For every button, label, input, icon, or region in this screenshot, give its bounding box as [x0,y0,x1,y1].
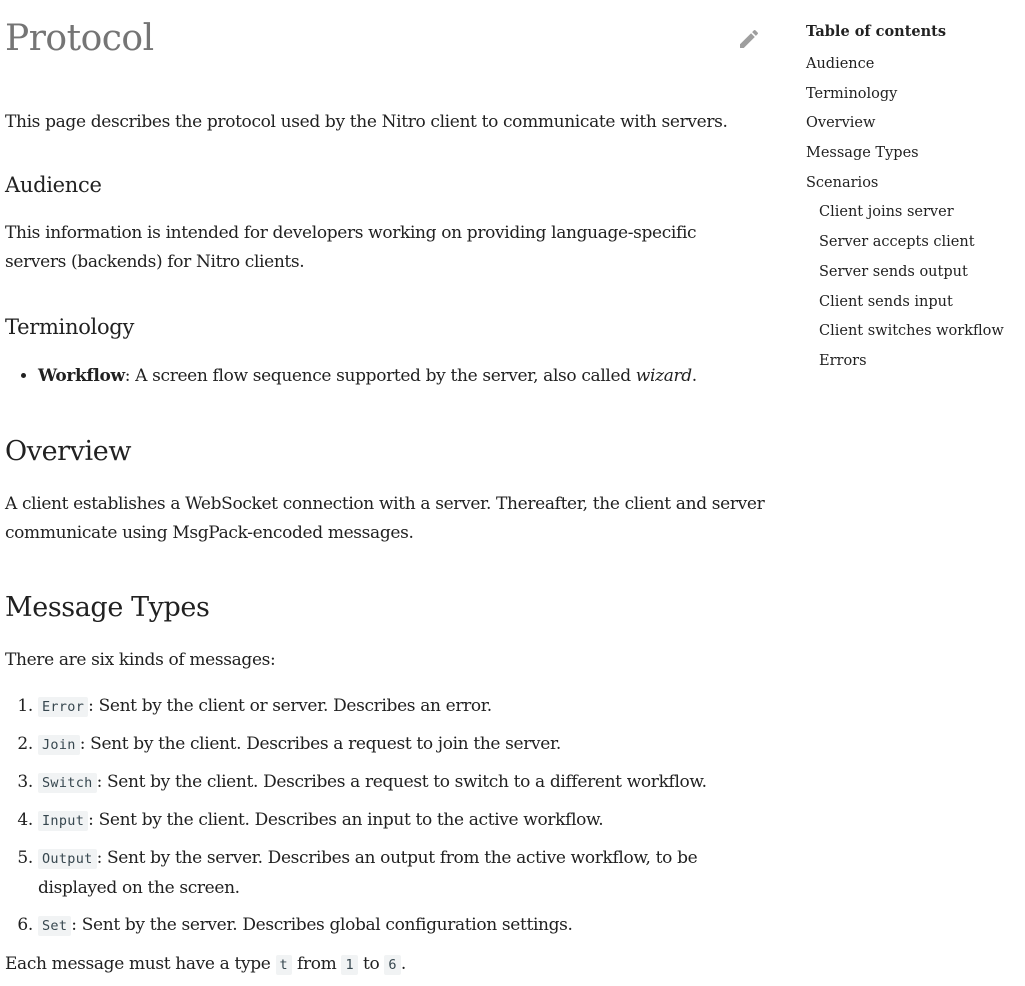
code-type-field: t [276,955,292,975]
heading-audience: Audience [5,173,102,197]
message-type-footer [5,950,406,980]
term-definition: : A screen flow sequence supported by the server, also called [124,366,636,386]
message-type-join [38,730,738,760]
code-join: Join [38,735,80,755]
code-max: 6 [384,955,400,975]
edit-page-button[interactable] [737,27,761,51]
heading-terminology: Terminology [5,315,135,339]
message-type-switch [38,768,738,798]
main-content [5,0,765,974]
lead-paragraph: This page describes the protocol used by the Nitro client to communicate with servers. [5,112,728,132]
message-type-set [38,911,738,941]
message-description: : Sent by the client. Describes a request to join the server. [79,734,561,754]
heading-overview: Overview [5,436,132,467]
code-switch: Switch [38,773,97,793]
code-set: Set [38,916,71,936]
footer-text: from [291,954,342,974]
message-types-list [5,692,738,949]
message-description: : Sent by the server. Describes global configuration settings. [71,914,573,935]
code-min: 1 [341,955,357,975]
heading-message-types: Message Types [5,592,210,623]
title-row [5,0,765,80]
toc-item-audience[interactable]: Audience [806,56,875,72]
toc-title: Table of contents [806,23,947,40]
table-of-contents [806,20,1021,377]
toc-item-scenarios[interactable]: Scenarios [806,174,879,191]
overview-paragraph: A client establishes a WebSocket connection with a server. Thereafter, the client and server communicate using MsgPack-encoded messages. [5,494,765,543]
toc-item-overview[interactable]: Overview [806,115,876,132]
message-description: : Sent by the client. Describes a request to switch to a different workflow. [96,772,707,792]
toc-item-client-switches-workflow[interactable]: Client switches workflow [819,323,1004,340]
term-item-workflow [38,362,697,391]
message-types-intro: There are six kinds of messages: [5,650,276,670]
toc-item-client-joins-server[interactable]: Client joins server [819,204,954,221]
page-title: Protocol [5,18,154,59]
message-description: : Sent by the client or server. Describes an error. [88,696,492,716]
toc-item-server-accepts-client[interactable]: Server accepts client [819,234,975,251]
pencil-icon [737,27,761,51]
term-alias: wizard [635,366,692,386]
term-name: Workflow [38,366,125,386]
message-type-error [38,692,738,722]
code-input: Input [38,811,88,831]
audience-paragraph: This information is intended for developers working on providing language-specific servers (backends) for Nitro clients. [5,223,697,272]
footer-text: to [357,954,385,974]
footer-text: . [400,954,406,974]
toc-item-errors[interactable]: Errors [819,352,867,369]
message-type-input [38,806,738,836]
toc-item-message-types[interactable]: Message Types [806,145,919,162]
code-error: Error [38,697,88,717]
term-end: . [691,366,697,386]
message-description: : Sent by the server. Describes an output from the active workflow, to be displayed on the screen. [38,848,698,898]
message-description: : Sent by the client. Describes an input to the active workflow. [88,810,604,830]
toc-item-client-sends-input[interactable]: Client sends input [819,293,953,310]
toc-item-terminology[interactable]: Terminology [806,85,898,102]
toc-item-server-sends-output[interactable]: Server sends output [819,263,968,280]
footer-text: Each message must have a type [5,954,276,974]
code-output: Output [38,849,97,869]
terminology-list [5,362,697,391]
message-type-output [38,844,698,902]
